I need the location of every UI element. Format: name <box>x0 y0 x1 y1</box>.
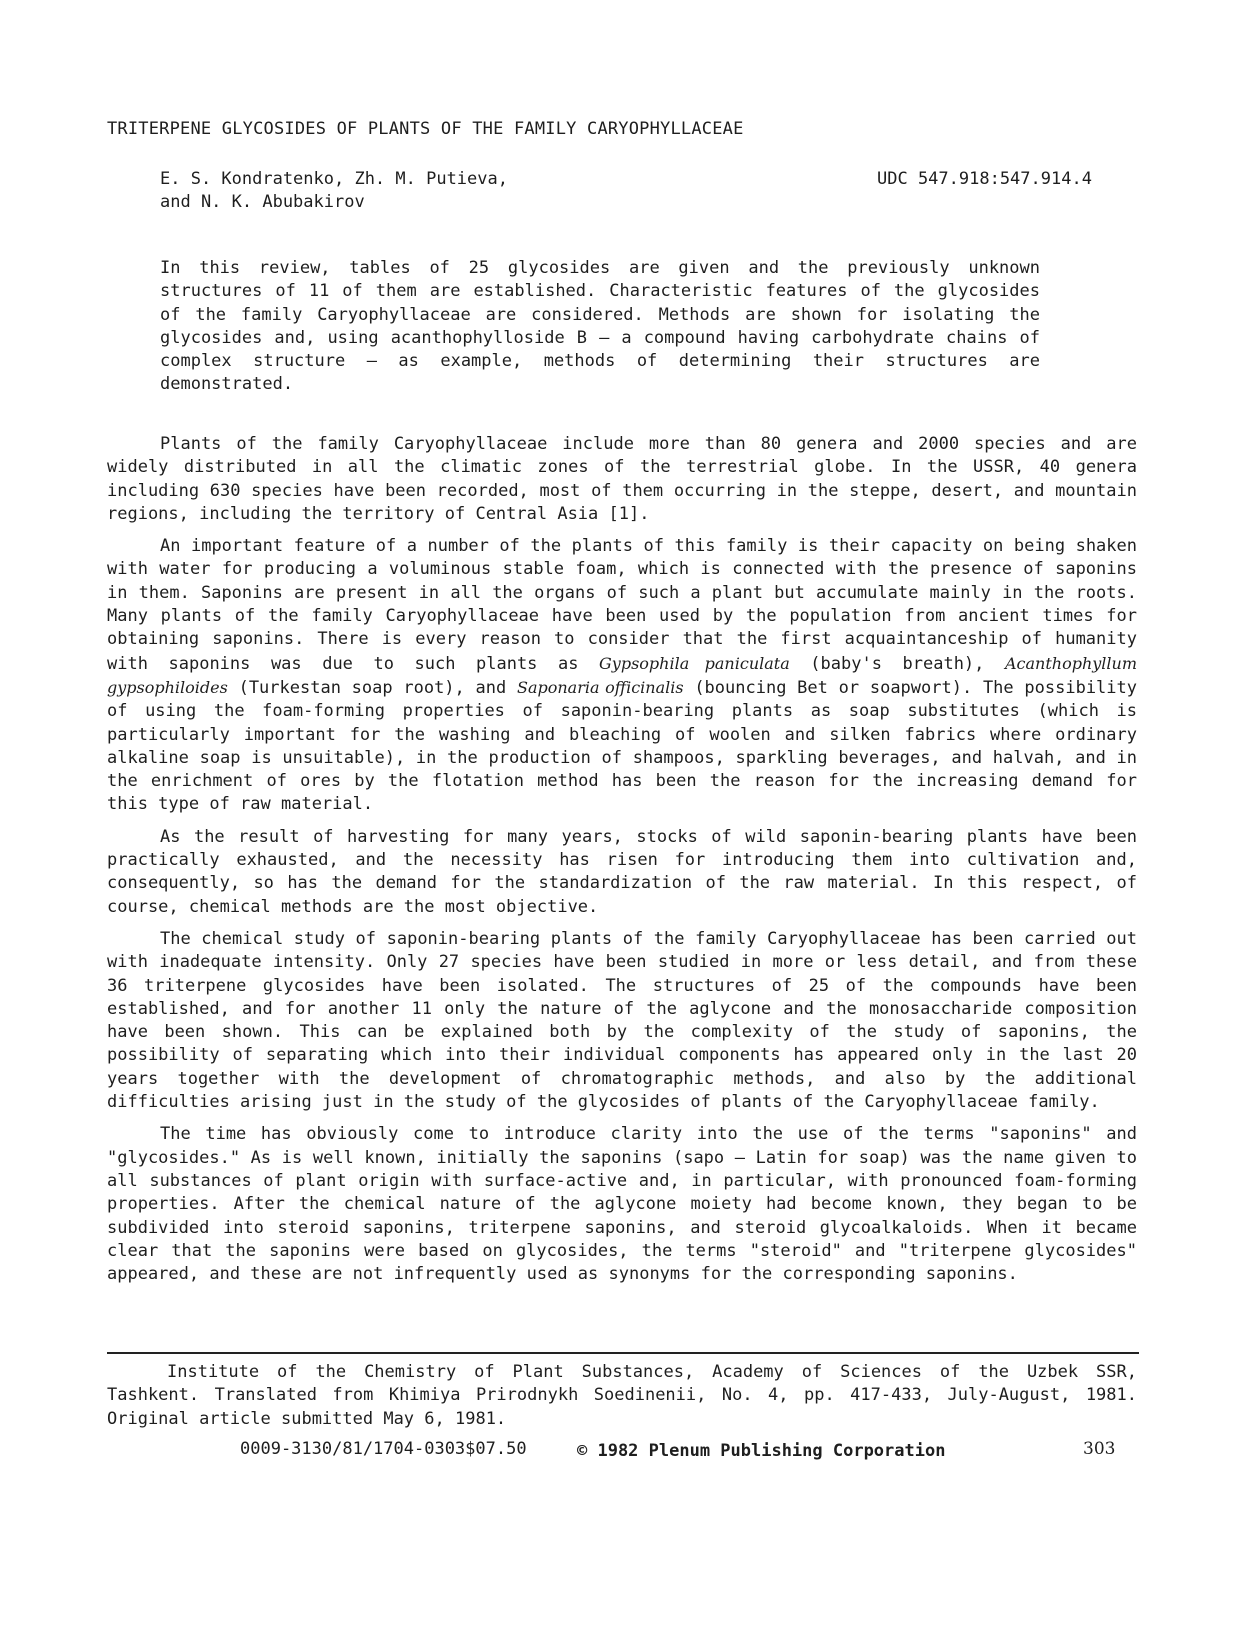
paragraph-2-text-b: (baby's breath), <box>789 653 1005 674</box>
article-code: 0009-3130/81/1704-0303$07.50 <box>240 1439 527 1459</box>
article-title: TRITERPENE GLYCOSIDES OF PLANTS OF THE FAMILY CARYOPHYLLACEAE <box>107 119 744 139</box>
species-name-saponaria: Saponaria officinalis <box>516 677 684 697</box>
paragraph-2-text-c: (Turkestan soap root), and <box>227 677 517 698</box>
abstract: In this review, tables of 25 glycosides are given and the previously unknown structures of 11 of them are established. Characteristic features of the glycosides of the family Caryophyllaceae are considered. Methods are shown for isolating the glycosides and, using acanthophylloside B — a compound having carbohydrate chains of complex structure — as example, methods of determining their structures are demonstrated. <box>160 258 1040 395</box>
author-line-2: and N. K. Abubakirov <box>160 192 365 213</box>
udc-code: UDC 547.918:547.914.4 <box>877 169 1092 189</box>
paragraph-5: The time has obviously come to introduce clarity into the use of the terms "saponins" and "glycosides." As is well known, initially the saponins (sapo — Latin for soap) was the name given to all substances of plant origin with surface-active and, in particular, with pronounced foam-forming properties. After the chemical nature of the aglycone moiety had become known, they began to be subdivided into steroid saponins, triterpene saponins, and steroid glycoalkaloids. When it became clear that the saponins were based on glycosides, the terms "steroid" and "triterpene glycosides" appeared, and these are not infrequently used as synonyms for the corresponding saponins. <box>107 1124 1137 1285</box>
footnote-text: Institute of the Chemistry of Plant Substances, Academy of Sciences of the Uzbek SSR, Tashkent. Translated from Khimiya Prirodnykh Soedinenii, No. 4, pp. 417-433, July-August, 1981. Original article submitted May 6, 1981. <box>107 1362 1137 1429</box>
copyright-notice: © 1982 Plenum Publishing Corporation <box>577 1441 946 1461</box>
species-name-acanthophyllum: Acanthophyllum gypsophiloides <box>107 653 1137 697</box>
species-name-gypsophila: Gypsophila paniculata <box>599 653 790 673</box>
page-footer <box>0 1438 1246 1468</box>
page-number: 303 <box>1083 1439 1116 1459</box>
footnote-divider <box>107 1352 1139 1354</box>
paragraph-2 <box>107 535 1137 817</box>
article-body <box>107 433 1137 1295</box>
paragraph-1: Plants of the family Caryophyllaceae include more than 80 genera and 2000 species and are widely distributed in all the climatic zones of the terrestrial globe. In the USSR, 40 genera including 630 species have been recorded, most of them occurring in the steppe, desert, and mountain regions, including the territory of Central Asia [1]. <box>107 434 1137 524</box>
footnote <box>107 1361 1137 1431</box>
author-line-1: E. S. Kondratenko, Zh. M. Putieva, <box>160 169 508 189</box>
paragraph-2-text-a: An important feature of a number of the plants of this family is their capacity on being shaken with water for producing a voluminous stable foam, which is connected with the presence of saponins in them. Saponins are present in all the organs of such a plant but accumulate mainly in the roots. Many plants of the family Caryophyllaceae have been used by the population from ancient times for obtaining saponins. There is every reason to consider that the first acquaintanceship of humanity with saponins was due to such plants as <box>107 536 1137 674</box>
author-list <box>160 168 508 215</box>
paragraph-3: As the result of harvesting for many years, stocks of wild saponin-bearing plants have been practically exhausted, and the necessity has risen for introducing them into cultivation and, consequently, so has the demand for the standardization of the raw material. In this respect, of course, chemical methods are the most objective. <box>107 826 1137 917</box>
paragraph-2-text-d: (bouncing Bet or soapwort). The possibility of using the foam-forming properties of saponin-bearing plants as soap substitutes (which is particularly important for the washing and bleaching of woolen and silken fabrics where ordinary alkaline soap is unsuitable), in the production of shampoos, sparkling beverages, and halvah, and in the enrichment of ores by the flotation method has been the reason for the increasing demand for this type of raw material. <box>107 677 1137 815</box>
paragraph-4: The chemical study of saponin-bearing plants of the family Caryophyllaceae has been carried out with inadequate intensity. Only 27 species have been studied in more or less detail, and from these 36 triterpene glycosides have been isolated. The structures of 25 of the compounds have been established, and for another 11 only the nature of the aglycone and the monosaccharide composition have been shown. This can be explained both by the complexity of the study of saponins, the possibility of separating which into their individual components has appeared only in the last 20 years together with the development of chromatographic methods, and also by the additional difficulties arising just in the study of the glycosides of plants of the Caryophyllaceae family. <box>107 928 1137 1113</box>
